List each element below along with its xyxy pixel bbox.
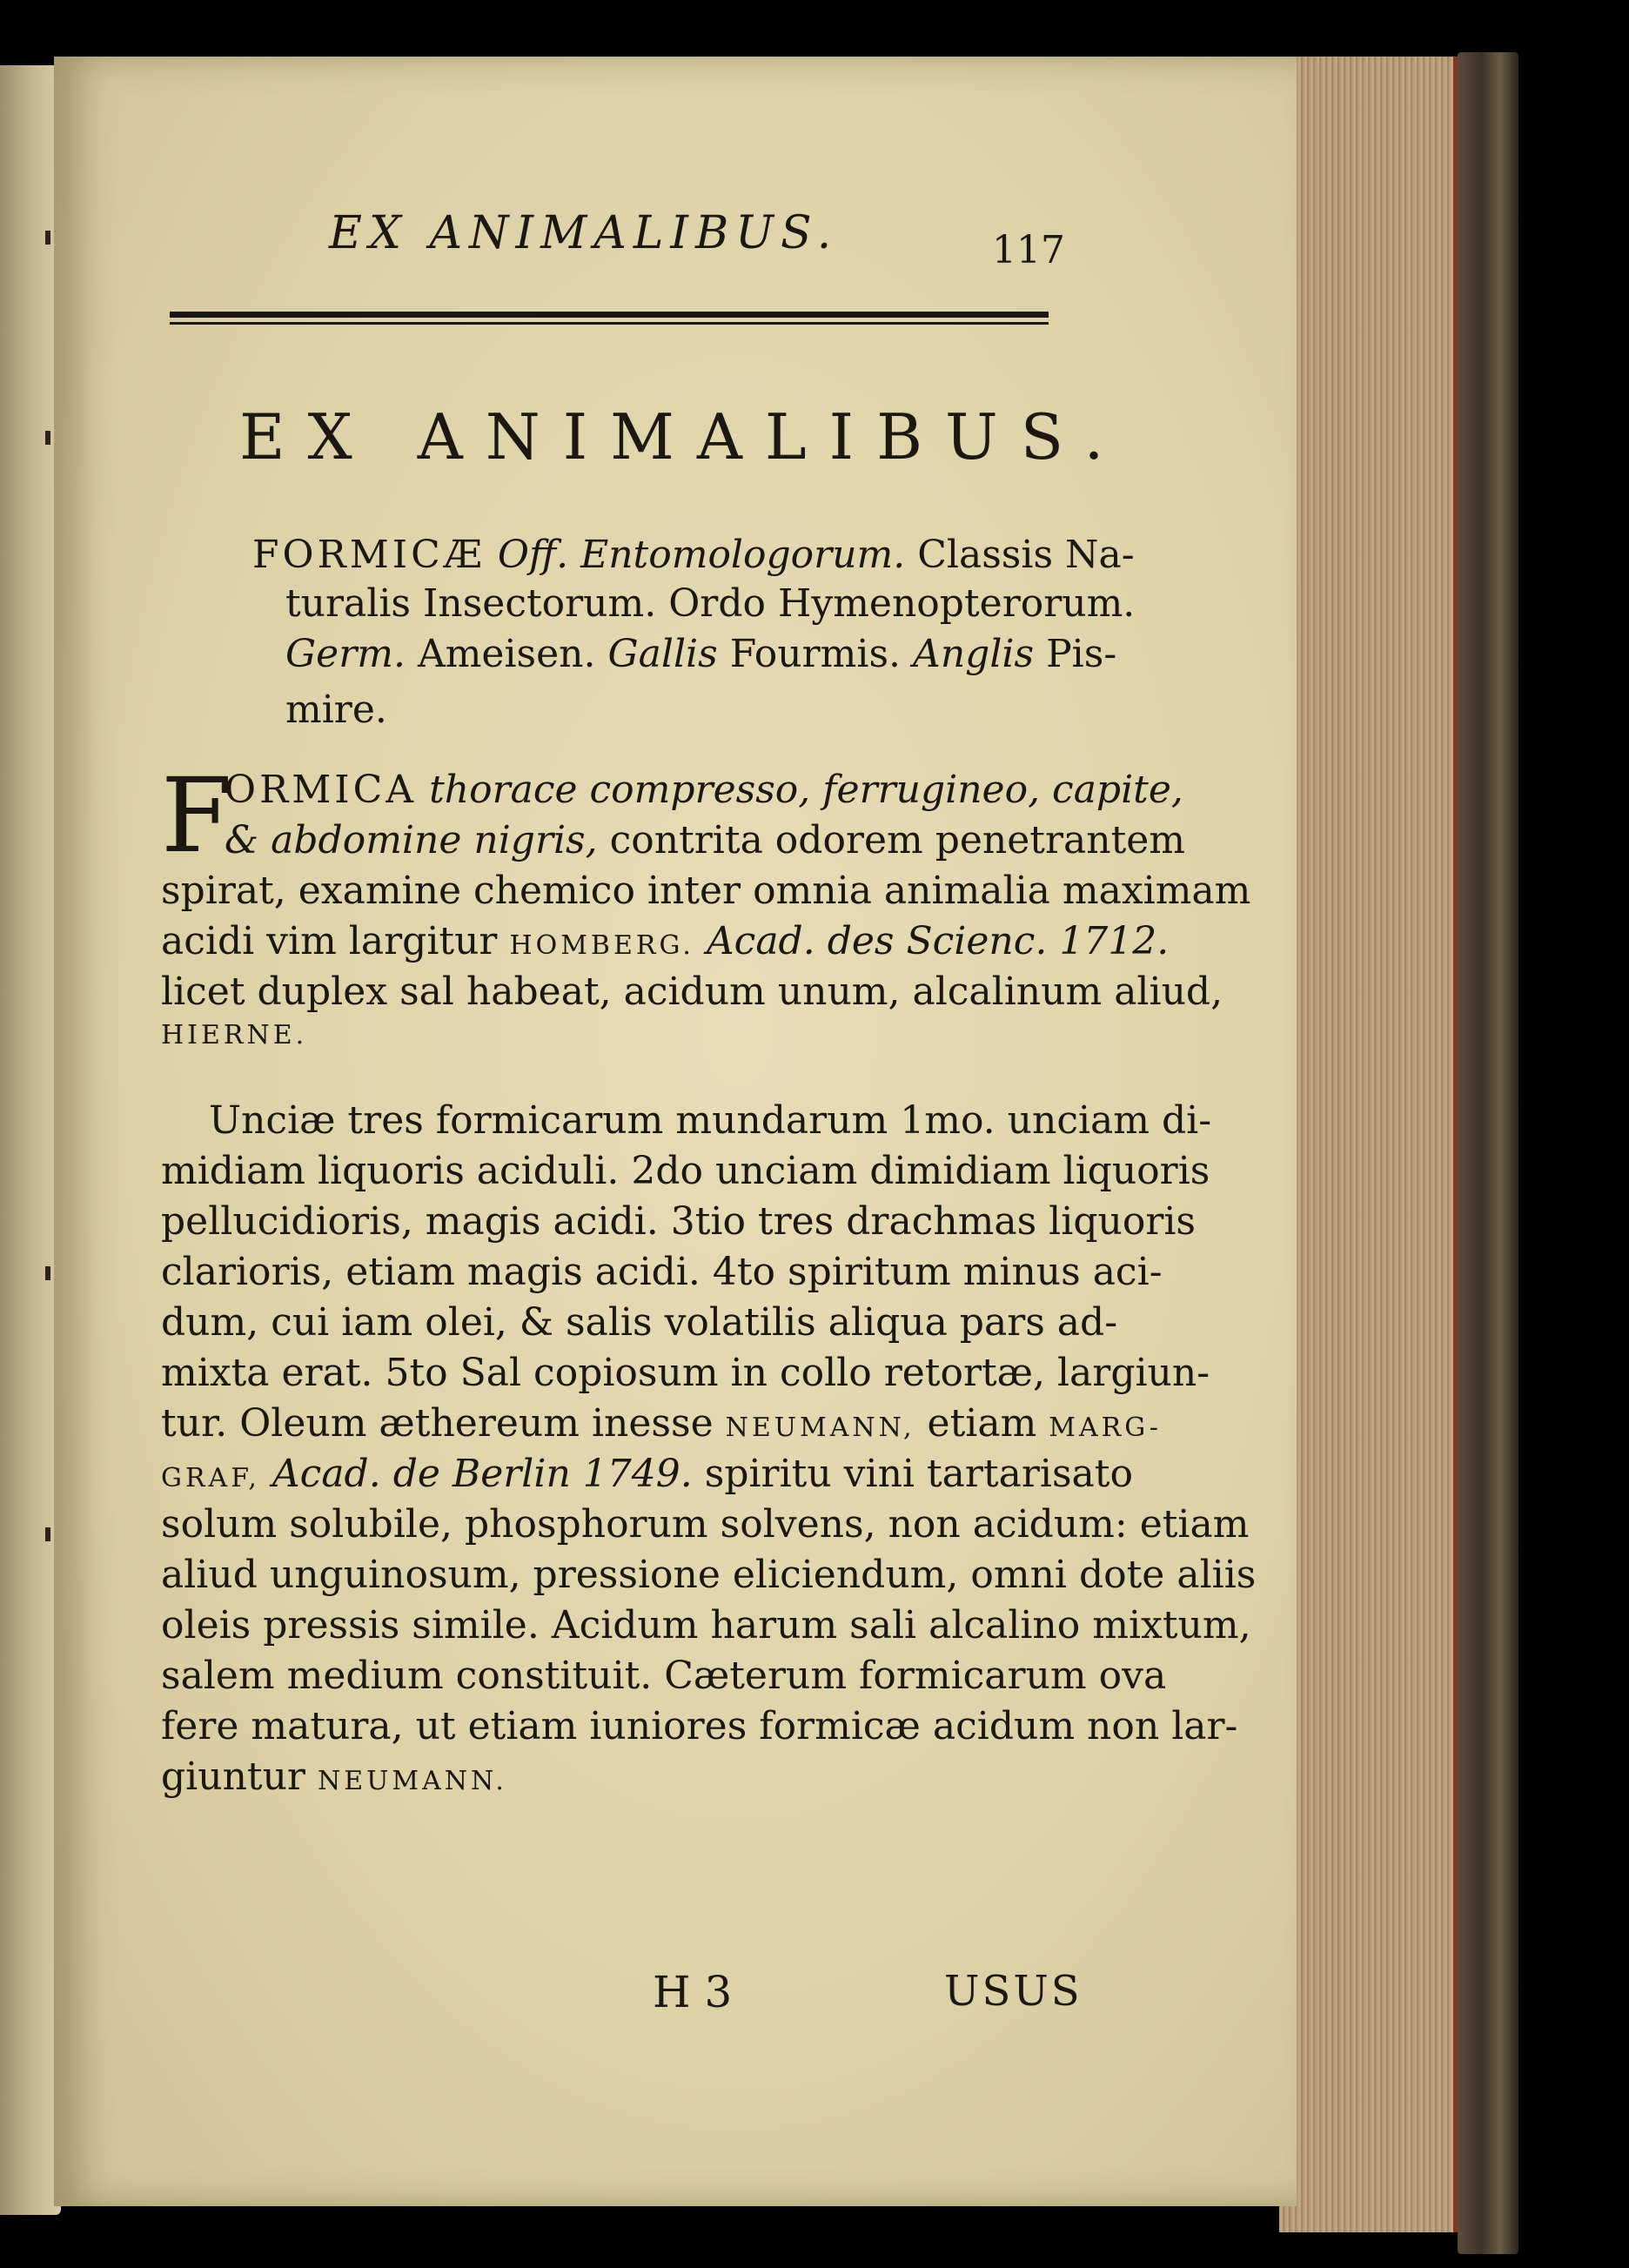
edge-mark xyxy=(45,231,50,245)
entry-text: Ordo Hymenopterorum. xyxy=(668,581,1136,626)
paragraph-line: solum solubile, phosphorum solvens, non acidum: etiam xyxy=(161,1502,1250,1547)
paragraph-text: giuntur xyxy=(161,1755,305,1799)
paragraph-text: & abdomine nigris, xyxy=(225,818,598,862)
paragraph-line: aliud unguinosum, pressione eliciendum, omni dote aliis xyxy=(161,1553,1257,1597)
paragraph-line: mixta erat. 5to Sal copiosum in collo retortæ, largiun- xyxy=(161,1351,1210,1395)
author-name: MARG- xyxy=(1049,1412,1162,1443)
entry-text: turalis Insectorum. xyxy=(285,581,657,626)
paragraph-text: etiam xyxy=(927,1401,1037,1446)
author-name: GRAF, xyxy=(161,1463,260,1493)
entry-line xyxy=(285,581,1135,626)
header-rule-thin xyxy=(170,322,1049,325)
section-title: EX ANIMALIBUS. xyxy=(239,400,1127,473)
facing-page-edge xyxy=(0,65,61,2215)
entry-line xyxy=(285,688,387,732)
author-name: NEUMANN, xyxy=(725,1412,915,1443)
entry-text: Fourmis. xyxy=(729,632,902,676)
entry-term: FORMICÆ xyxy=(252,533,486,577)
entry-text: Pis- xyxy=(1046,632,1117,676)
paragraph-line: licet duplex sal habeat, acidum unum, alcalinum aliud, xyxy=(161,970,1223,1014)
entry-source: Off. Entomologorum. xyxy=(497,533,906,577)
paragraph-line: spirat, examine chemico inter omnia animalia maximam xyxy=(161,869,1251,913)
edge-mark xyxy=(45,431,50,445)
paragraph-text: spiritu vini tartarisato xyxy=(704,1452,1133,1496)
citation: Acad. des Scienc. 1712. xyxy=(706,919,1170,963)
entry-text: Ameisen. xyxy=(417,632,596,676)
author-name: HOMBERG. xyxy=(509,930,694,961)
paragraph-text: tur. Oleum æthereum inesse xyxy=(161,1401,714,1446)
paragraph-line xyxy=(161,1755,507,1799)
entry-line xyxy=(252,533,1135,577)
paragraph-line: salem medium constituit. Cæterum formicarum ova xyxy=(161,1654,1167,1698)
paragraph-line: midiam liquoris aciduli. 2do unciam dimidiam liquoris xyxy=(161,1149,1210,1193)
paragraph-line: oleis pressis simile. Acidum harum sali alcalino mixtum, xyxy=(161,1603,1251,1647)
citation: Acad. de Berlin 1749. xyxy=(272,1452,693,1496)
paragraph-line xyxy=(225,768,1183,812)
paragraph-text: ORMICA xyxy=(225,768,418,812)
paragraph-text: acidi vim largitur xyxy=(161,919,498,963)
entry-text: mire. xyxy=(285,688,387,732)
paragraph-line xyxy=(161,1452,1133,1496)
paragraph-line: Unciæ tres formicarum mundarum 1mo. unciam di- xyxy=(209,1098,1212,1143)
entry-language: Anglis xyxy=(913,632,1035,676)
drop-cap: F xyxy=(161,755,232,876)
paragraph-text: thorace compresso, ferrugineo, capite, xyxy=(429,768,1183,812)
paragraph-line: pellucidioris, magis acidi. 3tio tres drachmas liquoris xyxy=(161,1199,1197,1244)
paragraph-line xyxy=(161,1401,1162,1446)
edge-mark xyxy=(45,1527,50,1541)
paragraph-line xyxy=(225,818,1185,862)
page-stack-edge xyxy=(1279,57,1465,2232)
paragraph-line: dum, cui iam olei, & salis volatilis aliqua pars ad- xyxy=(161,1300,1118,1345)
entry-text: Classis Na- xyxy=(917,533,1135,577)
paragraph-line: fere matura, ut etiam iuniores formicæ acidum non lar- xyxy=(161,1704,1238,1748)
book-cover xyxy=(1458,52,1518,2254)
catchword: USUS xyxy=(944,1967,1083,2016)
signature-mark: H 3 xyxy=(653,1967,733,2017)
author-name: HIERNE. xyxy=(161,1020,308,1050)
running-head-title: EX ANIMALIBUS. xyxy=(329,207,839,259)
page-number: 117 xyxy=(992,228,1065,272)
entry-language: Germ. xyxy=(285,632,406,676)
header-rule-thick xyxy=(170,312,1049,318)
edge-mark xyxy=(45,1266,50,1280)
author-name: NEUMANN. xyxy=(317,1766,507,1796)
entry-line xyxy=(285,632,1116,676)
entry-language: Gallis xyxy=(607,632,718,676)
paragraph-line: clarioris, etiam magis acidi. 4to spiritum minus aci- xyxy=(161,1250,1163,1294)
paragraph-line xyxy=(161,919,1169,963)
paragraph-text: contrita odorem penetrantem xyxy=(609,818,1186,862)
